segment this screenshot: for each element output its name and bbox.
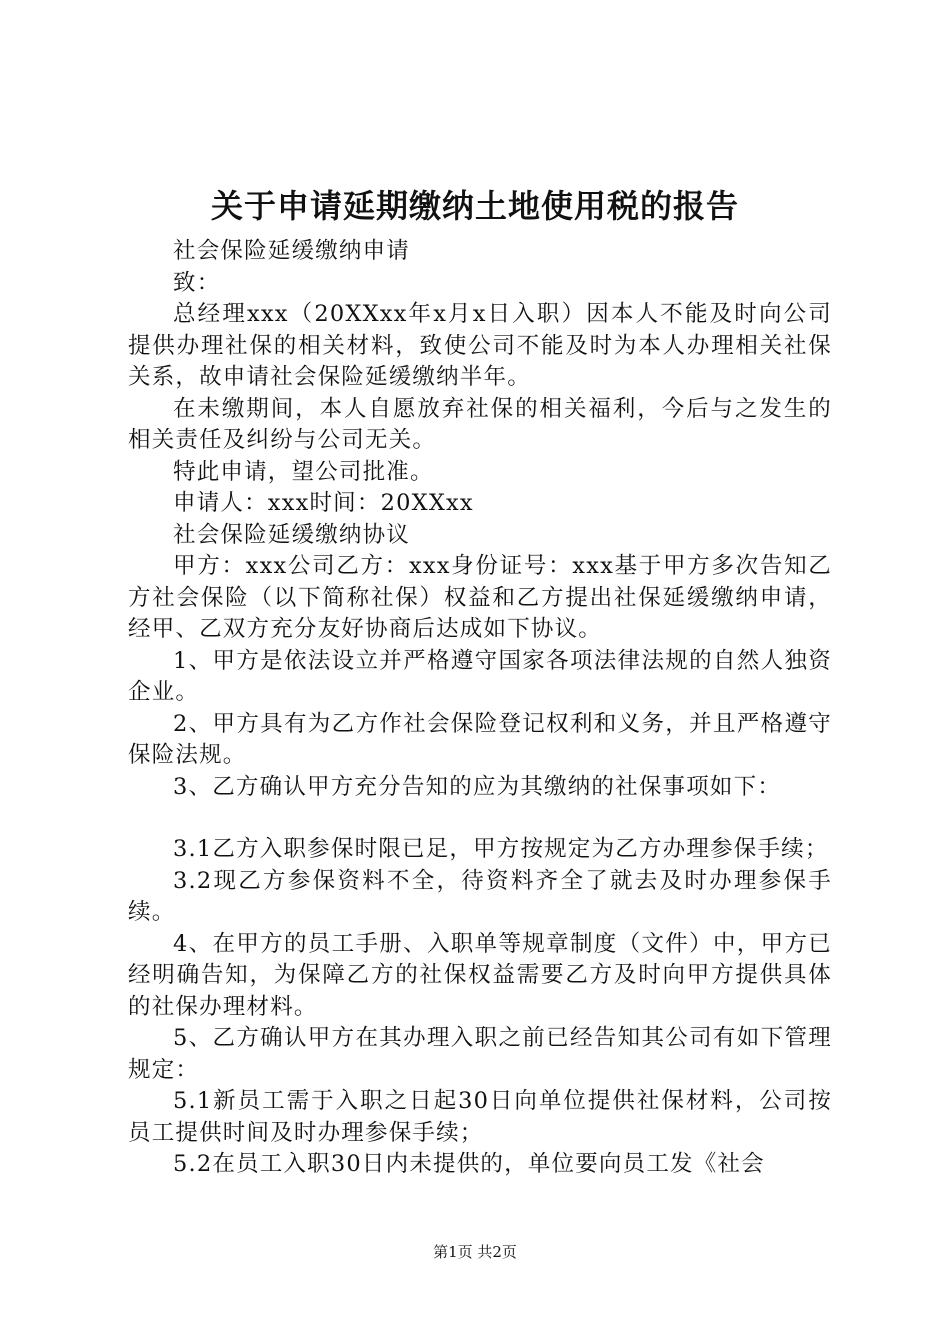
paragraph-3: 总经理xxx（20XXxx年x月x日入职）因本人不能及时向公司提供办理社保的相关材料，致使公司不能及时为本人办理相关社保关系，故申请社会保险延缓缴纳半年。: [128, 301, 832, 390]
paragraph-6: 申请人：xxx时间：20XXxx: [173, 490, 474, 516]
page-number-footer: 第1页 共2页: [433, 1243, 517, 1261]
blank-line: [128, 803, 832, 834]
paragraph-15: 5、乙方确认甲方在其办理入职之前已经告知其公司有如下管理规定：: [128, 1025, 832, 1083]
paragraph-9: 1、甲方是依法设立并严格遵守国家各项法律法规的自然人独资企业。: [128, 647, 832, 705]
document-title: 关于申请延期缴纳土地使用税的报告: [210, 187, 739, 225]
paragraph-4: 在未缴期间，本人自愿放弃社保的相关福利，今后与之发生的相关责任及纠纷与公司无关。: [128, 395, 832, 453]
paragraph-16: 5.1新员工需于入职之日起30日向单位提供社保材料，公司按员工提供时间及时办理参保手续；: [128, 1088, 832, 1146]
paragraph-7: 社会保险延缓缴纳协议: [173, 521, 411, 548]
paragraph-11: 3、乙方确认甲方充分告知的应为其缴纳的社保事项如下：: [173, 773, 782, 800]
paragraph-12: 3.1乙方入职参保时限已足，甲方按规定为乙方办理参保手续；: [173, 836, 829, 862]
paragraph-10: 2、甲方具有为乙方作社会保险登记权利和义务，并且严格遵守保险法规。: [128, 710, 832, 768]
paragraph-8: 甲方：xxx公司乙方：xxx身份证号：xxx基于甲方多次告知乙方社会保险（以下简称社保）权益和乙方提出社保延缓缴纳申请，经甲、乙双方充分友好协商后达成如下协议。: [128, 553, 832, 642]
paragraph-1: 社会保险延缓缴纳申请: [173, 238, 411, 264]
paragraph-5: 特此申请，望公司批准。: [173, 458, 434, 485]
paragraph-14: 4、在甲方的员工手册、入职单等规章制度（文件）中，甲方已经明确告知，为保障乙方的社保权益需要乙方及时向甲方提供具体的社保办理材料。: [128, 930, 832, 1020]
paragraph-13: 3.2现乙方参保资料不全，待资料齐全了就去及时办理参保手续。: [128, 867, 832, 925]
paragraph-2: 致：: [173, 269, 221, 296]
document-body: [128, 236, 832, 1181]
paragraph-17: 5.2在员工入职30日内未提供的，单位要向员工发《社会: [173, 1151, 765, 1177]
